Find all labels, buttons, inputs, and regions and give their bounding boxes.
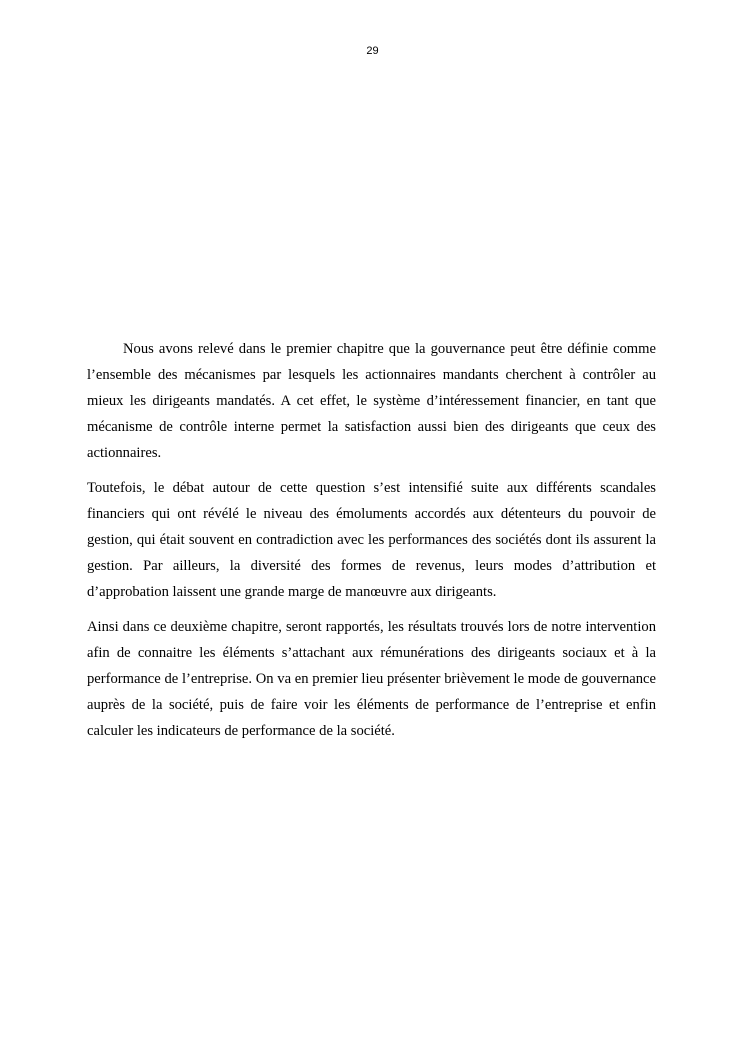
page-number: 29 [366,45,379,57]
paragraph-context: Toutefois, le débat autour de cette question s’est intensifié suite aux différents scandales financiers qui ont révélé le niveau des émoluments accordés aux détenteurs du pouvoir de gestion, qui était souvent en contradiction avec les performances des sociétés dont ils assurent la gestion. Par ailleurs, la diversité des formes de revenus, leurs modes d’attribution et d’approbation laissent une grande marge de manœuvre aux dirigeants. [87,480,656,600]
body-text [87,336,656,744]
paragraph-intro: Nous avons relevé dans le premier chapitre que la gouvernance peut être définie comme l’ensemble des mécanismes par lesquels les actionnaires mandants cherchent à contrôler au mieux les dirigeants mandatés. A cet effet, le système d’intéressement financier, en tant que mécanisme de contrôle interne permet la satisfaction aussi bien des dirigeants que ceux des actionnaires. [87,341,656,461]
paragraph-outline: Ainsi dans ce deuxième chapitre, seront rapportés, les résultats trouvés lors de notre intervention afin de connaitre les éléments s’attachant aux rémunérations des dirigeants sociaux et à la performance de l’entreprise. On va en premier lieu présenter brièvement le mode de gouvernance auprès de la société, puis de faire voir les éléments de performance de l’entreprise et enfin calculer les indicateurs de performance de la société. [87,619,656,739]
